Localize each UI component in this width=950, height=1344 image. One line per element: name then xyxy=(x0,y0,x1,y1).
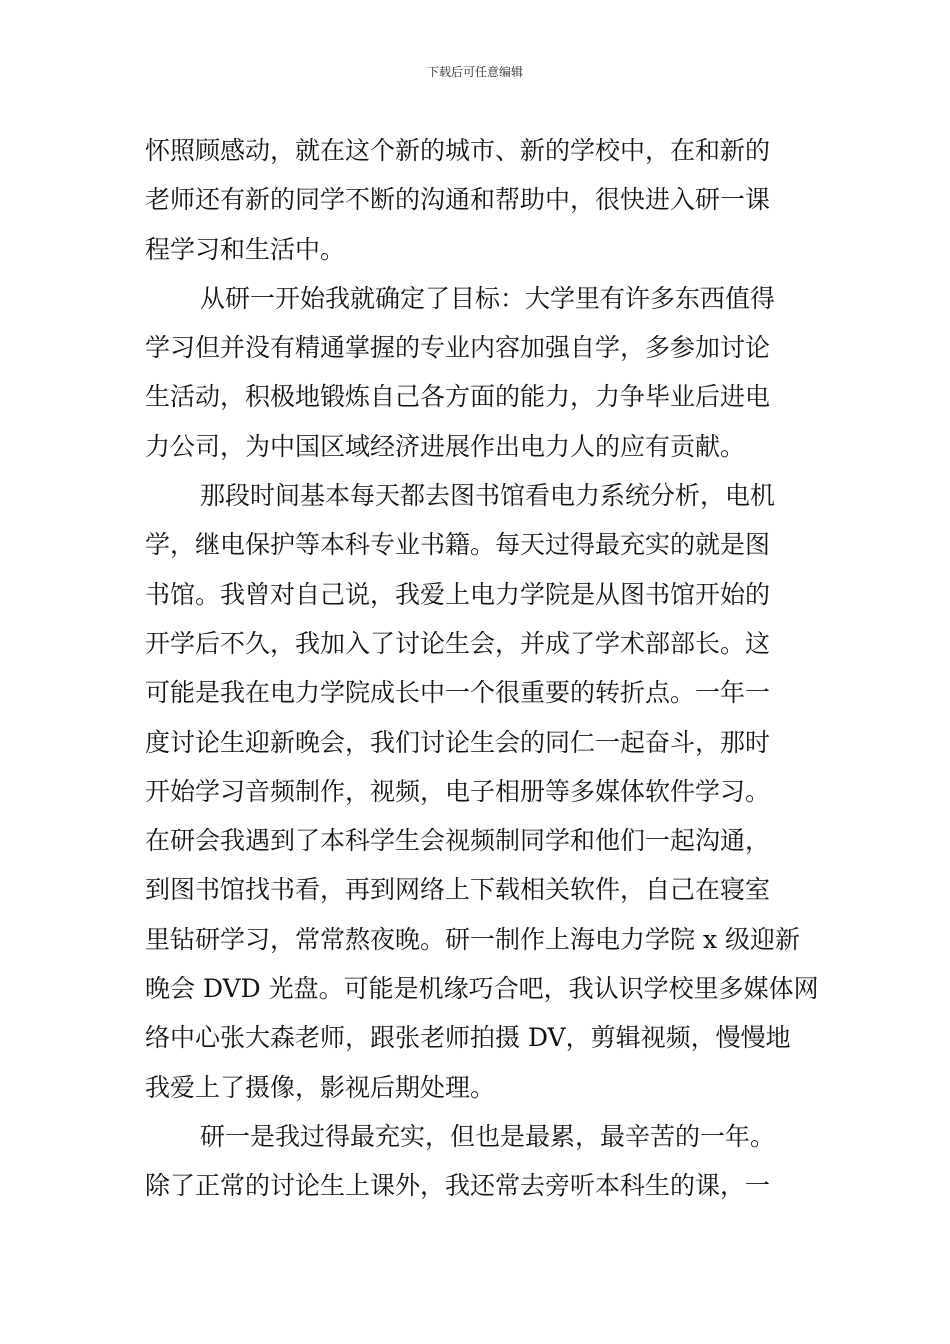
text-line: 学习但并没有精通掌握的专业内容加强自学，多参加讨论 xyxy=(145,333,771,363)
text-line: 到图书馆找书看，再到网络上下载相关软件，自己在寝室 xyxy=(145,875,771,905)
text-line: 程学习和生活中。 xyxy=(145,234,346,264)
text-line: 老师还有新的同学不断的沟通和帮助中，很快进入研一课 xyxy=(145,185,771,215)
document-body xyxy=(145,126,819,1211)
text-line: 里钻研学习，常常熬夜晚。研一制作上海电力学院 x 级迎新 xyxy=(145,924,800,954)
text-line: 学，继电保护等本科专业书籍。每天过得最充实的就是图 xyxy=(145,530,771,560)
text-line: 开学后不久，我加入了讨论生会，并成了学术部部长。这 xyxy=(145,628,771,658)
text-line: 力公司，为中国区域经济进展作出电力人的应有贡献。 xyxy=(145,431,746,461)
text-line: 度讨论生迎新晚会，我们讨论生会的同仁一起奋斗，那时 xyxy=(145,727,771,757)
text-line: 书馆。我曾对自己说，我爱上电力学院是从图书馆开始的 xyxy=(145,579,771,609)
text-line: 除了正常的讨论生上课外，我还常去旁听本科生的课，一 xyxy=(145,1171,771,1201)
page-header-note: 下载后可任意编辑 xyxy=(426,65,523,79)
paragraph-first-line: 从研一开始我就确定了目标：大学里有许多东西值得 xyxy=(200,283,776,313)
text-line: 怀照顾感动，就在这个新的城市、新的学校中，在和新的 xyxy=(145,136,771,165)
text-line: 晚会 DVD 光盘。可能是机缘巧合吧，我认识学校里多媒体网 xyxy=(145,974,819,1004)
text-line: 在研会我遇到了本科学生会视频制同学和他们一起沟通， xyxy=(145,826,771,856)
text-line: 我爱上了摄像，影视后期处理。 xyxy=(145,1072,496,1102)
text-line: 开始学习音频制作，视频，电子相册等多媒体软件学习。 xyxy=(145,776,771,806)
paragraph-first-line: 研一是我过得最充实，但也是最累，最辛苦的一年。 xyxy=(200,1121,776,1151)
text-line: 络中心张大森老师，跟张老师拍摄 DV，剪辑视频，慢慢地 xyxy=(145,1023,791,1053)
text-line: 可能是我在电力学院成长中一个很重要的转折点。一年一 xyxy=(145,678,771,708)
text-line: 生活动，积极地锻炼自己各方面的能力，力争毕业后进电 xyxy=(145,382,771,412)
paragraph-first-line: 那段时间基本每天都去图书馆看电力系统分析，电机 xyxy=(200,481,776,511)
